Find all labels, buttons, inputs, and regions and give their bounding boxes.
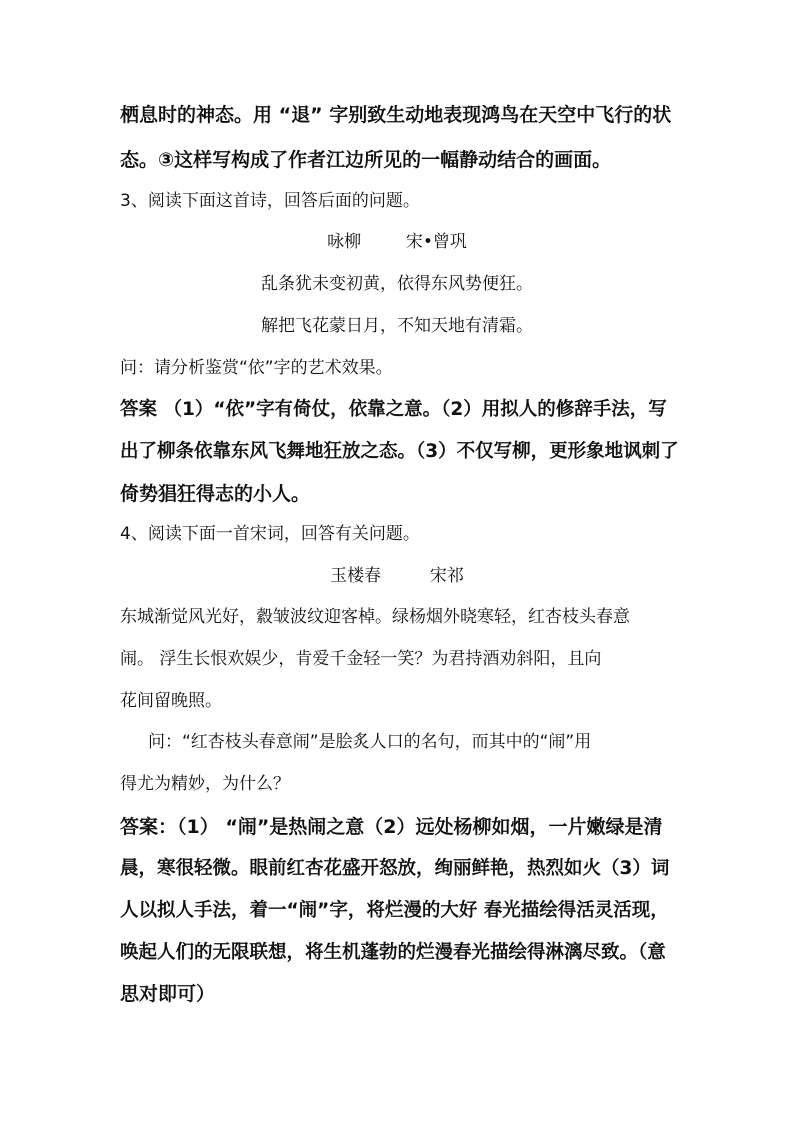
q3-answer-line-2: 出了柳条依靠东风飞舞地狂放之态。（3）不仅写柳，更形象地讽刺了 bbox=[120, 441, 679, 462]
q3-heading: 3、阅读下面这首诗，回答后面的问题。 bbox=[120, 191, 420, 211]
q3-question: 问：请分析鉴赏“依”字的艺术效果。 bbox=[120, 358, 393, 378]
q4-ci-line-2: 闹。 浮生长恨欢娱少，肯爱千金轻一笑？为君持酒劝斜阳，且向 bbox=[120, 649, 602, 669]
prev-answer-line-2: 态。③这样写构成了作者江边所见的一幅静动结合的画面。 bbox=[120, 149, 612, 171]
q4-ci-title: 玉楼春 bbox=[330, 566, 382, 586]
q3-poem-author: 宋•曾巩 bbox=[405, 232, 467, 252]
q3-answer-line-3: 倚势猖狂得志的小人。 bbox=[120, 483, 311, 505]
q4-answer-line-3: 人以拟人手法，着一“闹”字，将烂漫的大好 春光描绘得活灵活现， bbox=[120, 900, 669, 921]
q3-answer-line-1: 答案 （1）“依”字有倚仗，依靠之意。（2）用拟人的修辞手法，写 bbox=[120, 399, 667, 420]
q3-poem-title-line bbox=[0, 234, 794, 251]
q4-ci-title-line bbox=[0, 568, 794, 585]
q4-heading: 4、阅读下面一首宋词，回答有关问题。 bbox=[120, 524, 420, 544]
q4-question-line-2: 得尤为精妙，为什么？ bbox=[120, 774, 290, 794]
q4-question-line-1: 问：“红杏枝头春意闹”是脍炙人口的名句，而其中的“闹”用 bbox=[148, 732, 592, 752]
q4-ci-author: 宋祁 bbox=[429, 566, 464, 586]
prev-answer-line-1: 栖息时的神态。用 “退” 字别致生动地表现鸿鸟在天空中飞行的状 bbox=[120, 104, 672, 126]
q3-poem-line-2: 解把飞花蒙日月，不知天地有清霜。 bbox=[261, 316, 533, 336]
q4-answer-line-2: 晨，寒很轻微。眼前红杏花盛开怒放，绚丽鲜艳，热烈如火（3）词 bbox=[120, 858, 670, 879]
q4-ci-line-3: 花间留晚照。 bbox=[120, 691, 222, 711]
q4-answer-line-5: 思对即可） bbox=[120, 983, 216, 1005]
q4-answer-line-4: 唤起人们的无限联想，将生机蓬勃的烂漫春光描绘得淋漓尽致。（意 bbox=[120, 942, 666, 963]
q4-ci-line-1: 东城渐觉风光好，縠皱波纹迎客棹。绿杨烟外晓寒轻，红杏枝头春意 bbox=[120, 607, 630, 627]
q4-answer-line-1: 答案：（1） “闹”是热闹之意（2）远处杨柳如烟，一片嫩绿是清 bbox=[120, 816, 663, 838]
q3-poem-title: 咏柳 bbox=[327, 232, 362, 252]
q3-poem-line-1: 乱条犹未变初黄，依得东风势便狂。 bbox=[261, 274, 533, 294]
